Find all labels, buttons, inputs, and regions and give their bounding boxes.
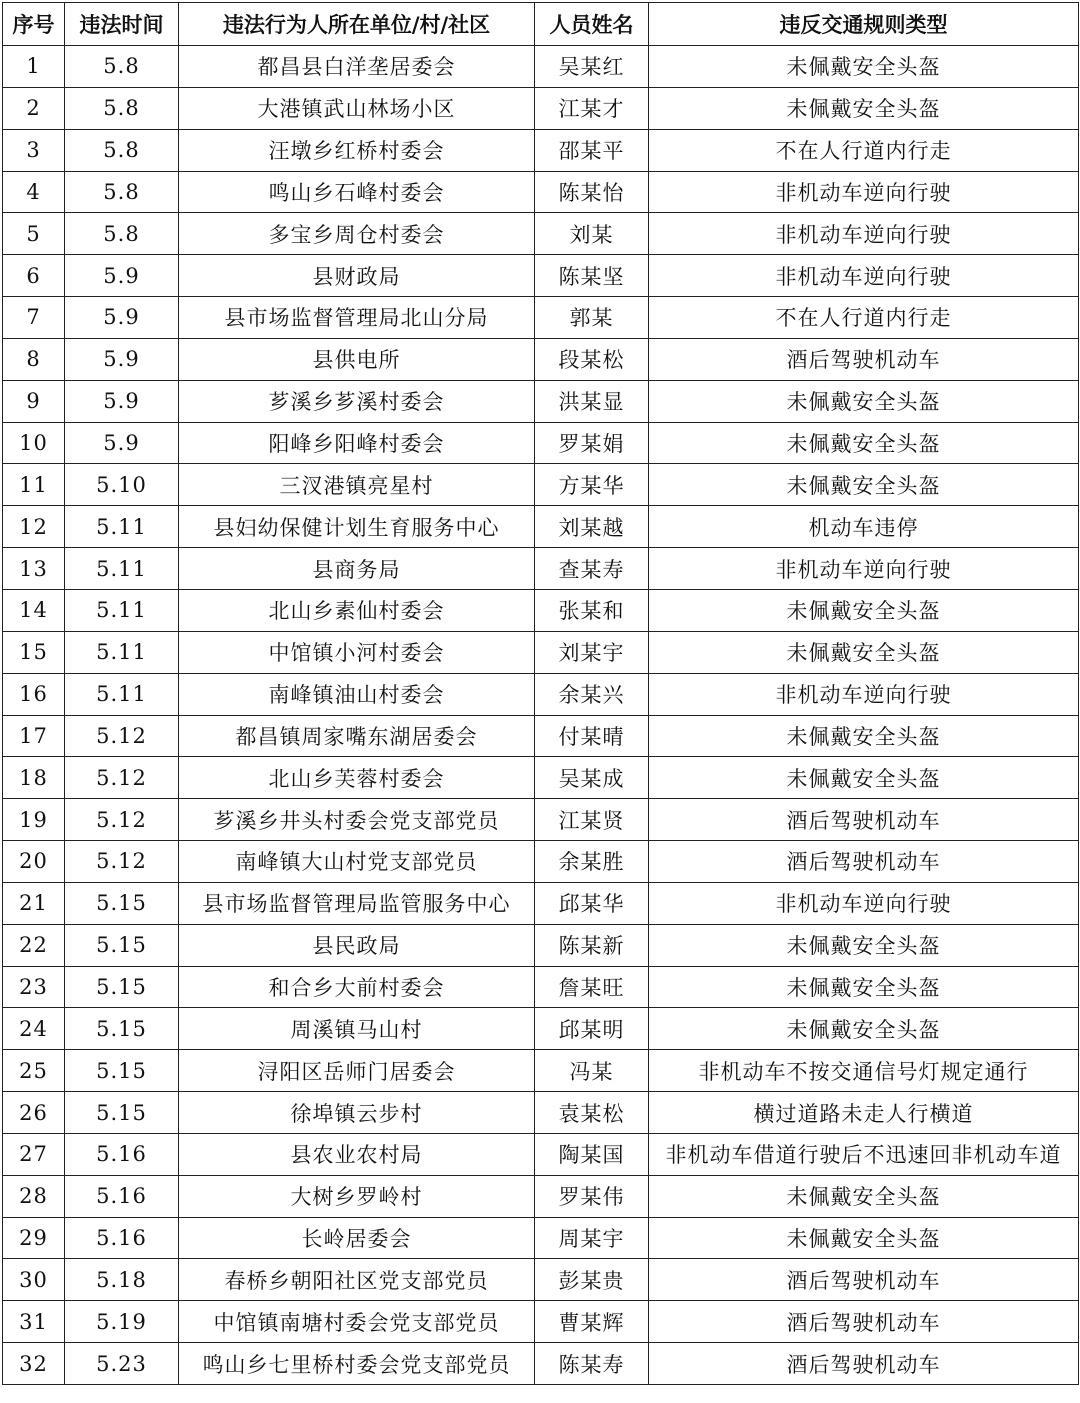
cell-person-name: 彭某贵 bbox=[535, 1259, 649, 1301]
cell-date: 5.11 bbox=[65, 589, 179, 631]
cell-unit: 浔阳区岳师门居委会 bbox=[179, 1050, 535, 1092]
cell-index: 4 bbox=[3, 171, 65, 213]
cell-date: 5.23 bbox=[65, 1343, 179, 1385]
cell-index: 32 bbox=[3, 1343, 65, 1385]
table-row bbox=[3, 1175, 1079, 1217]
cell-unit: 鸣山乡七里桥村委会党支部党员 bbox=[179, 1343, 535, 1385]
cell-index: 6 bbox=[3, 255, 65, 297]
table-row bbox=[3, 882, 1079, 924]
cell-violation-type: 酒后驾驶机动车 bbox=[649, 1259, 1079, 1301]
cell-date: 5.9 bbox=[65, 338, 179, 380]
cell-index: 9 bbox=[3, 380, 65, 422]
cell-index: 23 bbox=[3, 966, 65, 1008]
cell-violation-type: 未佩戴安全头盔 bbox=[649, 924, 1079, 966]
cell-unit: 县商务局 bbox=[179, 548, 535, 590]
cell-unit: 大港镇武山林场小区 bbox=[179, 87, 535, 129]
cell-person-name: 罗某伟 bbox=[535, 1175, 649, 1217]
cell-date: 5.15 bbox=[65, 882, 179, 924]
cell-unit: 长岭居委会 bbox=[179, 1217, 535, 1259]
cell-violation-type: 未佩戴安全头盔 bbox=[649, 966, 1079, 1008]
cell-violation-type: 未佩戴安全头盔 bbox=[649, 464, 1079, 506]
cell-person-name: 周某宇 bbox=[535, 1217, 649, 1259]
cell-person-name: 查某寿 bbox=[535, 548, 649, 590]
cell-person-name: 邱某华 bbox=[535, 882, 649, 924]
table-body bbox=[3, 46, 1079, 1385]
table-row bbox=[3, 1133, 1079, 1175]
cell-date: 5.12 bbox=[65, 757, 179, 799]
cell-date: 5.9 bbox=[65, 422, 179, 464]
table-row bbox=[3, 87, 1079, 129]
cell-violation-type: 未佩戴安全头盔 bbox=[649, 422, 1079, 464]
cell-index: 17 bbox=[3, 715, 65, 757]
cell-person-name: 江某才 bbox=[535, 87, 649, 129]
cell-violation-type: 非机动车逆向行驶 bbox=[649, 171, 1079, 213]
cell-person-name: 曹某辉 bbox=[535, 1301, 649, 1343]
cell-violation-type: 非机动车逆向行驶 bbox=[649, 255, 1079, 297]
table-row bbox=[3, 506, 1079, 548]
cell-index: 5 bbox=[3, 213, 65, 255]
cell-unit: 芗溪乡芗溪村委会 bbox=[179, 380, 535, 422]
cell-violation-type: 未佩戴安全头盔 bbox=[649, 87, 1079, 129]
cell-date: 5.12 bbox=[65, 715, 179, 757]
cell-person-name: 吴某红 bbox=[535, 46, 649, 88]
cell-person-name: 刘某宇 bbox=[535, 631, 649, 673]
cell-person-name: 余某胜 bbox=[535, 841, 649, 883]
cell-index: 1 bbox=[3, 46, 65, 88]
cell-date: 5.8 bbox=[65, 46, 179, 88]
cell-date: 5.18 bbox=[65, 1259, 179, 1301]
cell-person-name: 洪某显 bbox=[535, 380, 649, 422]
cell-violation-type: 未佩戴安全头盔 bbox=[649, 589, 1079, 631]
table-row bbox=[3, 1259, 1079, 1301]
table-row bbox=[3, 464, 1079, 506]
cell-unit: 北山乡素仙村委会 bbox=[179, 589, 535, 631]
cell-index: 10 bbox=[3, 422, 65, 464]
cell-person-name: 方某华 bbox=[535, 464, 649, 506]
cell-date: 5.10 bbox=[65, 464, 179, 506]
cell-unit: 阳峰乡阳峰村委会 bbox=[179, 422, 535, 464]
cell-unit: 县市场监督管理局监管服务中心 bbox=[179, 882, 535, 924]
cell-index: 16 bbox=[3, 673, 65, 715]
cell-index: 14 bbox=[3, 589, 65, 631]
cell-unit: 县财政局 bbox=[179, 255, 535, 297]
table-row bbox=[3, 297, 1079, 339]
cell-date: 5.15 bbox=[65, 966, 179, 1008]
cell-date: 5.19 bbox=[65, 1301, 179, 1343]
cell-person-name: 付某晴 bbox=[535, 715, 649, 757]
cell-index: 20 bbox=[3, 841, 65, 883]
cell-index: 13 bbox=[3, 548, 65, 590]
cell-violation-type: 未佩戴安全头盔 bbox=[649, 1217, 1079, 1259]
cell-person-name: 刘某 bbox=[535, 213, 649, 255]
cell-date: 5.15 bbox=[65, 924, 179, 966]
cell-person-name: 刘某越 bbox=[535, 506, 649, 548]
table-row bbox=[3, 171, 1079, 213]
cell-person-name: 陶某国 bbox=[535, 1133, 649, 1175]
cell-unit: 春桥乡朝阳社区党支部党员 bbox=[179, 1259, 535, 1301]
table-row bbox=[3, 799, 1079, 841]
cell-violation-type: 非机动车不按交通信号灯规定通行 bbox=[649, 1050, 1079, 1092]
cell-unit: 县市场监督管理局北山分局 bbox=[179, 297, 535, 339]
cell-index: 8 bbox=[3, 338, 65, 380]
cell-index: 18 bbox=[3, 757, 65, 799]
cell-index: 22 bbox=[3, 924, 65, 966]
cell-person-name: 陈某寿 bbox=[535, 1343, 649, 1385]
cell-person-name: 陈某怡 bbox=[535, 171, 649, 213]
cell-date: 5.12 bbox=[65, 799, 179, 841]
table-row bbox=[3, 715, 1079, 757]
cell-unit: 周溪镇马山村 bbox=[179, 1008, 535, 1050]
table-row bbox=[3, 757, 1079, 799]
cell-person-name: 袁某松 bbox=[535, 1092, 649, 1134]
table-row bbox=[3, 589, 1079, 631]
cell-index: 31 bbox=[3, 1301, 65, 1343]
cell-index: 21 bbox=[3, 882, 65, 924]
cell-person-name: 冯某 bbox=[535, 1050, 649, 1092]
cell-violation-type: 非机动车逆向行驶 bbox=[649, 548, 1079, 590]
cell-violation-type: 未佩戴安全头盔 bbox=[649, 631, 1079, 673]
cell-date: 5.11 bbox=[65, 548, 179, 590]
cell-violation-type: 非机动车逆向行驶 bbox=[649, 213, 1079, 255]
cell-unit: 北山乡芙蓉村委会 bbox=[179, 757, 535, 799]
cell-violation-type: 未佩戴安全头盔 bbox=[649, 380, 1079, 422]
cell-index: 2 bbox=[3, 87, 65, 129]
cell-unit: 县农业农村局 bbox=[179, 1133, 535, 1175]
cell-date: 5.11 bbox=[65, 631, 179, 673]
table-header-row bbox=[3, 3, 1079, 46]
cell-violation-type: 未佩戴安全头盔 bbox=[649, 757, 1079, 799]
cell-person-name: 罗某娟 bbox=[535, 422, 649, 464]
cell-violation-type: 机动车违停 bbox=[649, 506, 1079, 548]
cell-index: 28 bbox=[3, 1175, 65, 1217]
cell-index: 25 bbox=[3, 1050, 65, 1092]
cell-unit: 南峰镇大山村党支部党员 bbox=[179, 841, 535, 883]
table-row bbox=[3, 1217, 1079, 1259]
cell-person-name: 陈某坚 bbox=[535, 255, 649, 297]
table-row bbox=[3, 129, 1079, 171]
cell-unit: 县供电所 bbox=[179, 338, 535, 380]
cell-person-name: 郭某 bbox=[535, 297, 649, 339]
cell-index: 30 bbox=[3, 1259, 65, 1301]
table-row bbox=[3, 213, 1079, 255]
header-unit: 违法行为人所在单位/村/社区 bbox=[179, 3, 535, 46]
cell-date: 5.11 bbox=[65, 506, 179, 548]
cell-index: 26 bbox=[3, 1092, 65, 1134]
table-row bbox=[3, 380, 1079, 422]
cell-index: 3 bbox=[3, 129, 65, 171]
header-date: 违法时间 bbox=[65, 3, 179, 46]
cell-unit: 县妇幼保健计划生育服务中心 bbox=[179, 506, 535, 548]
header-index: 序号 bbox=[3, 3, 65, 46]
cell-unit: 中馆镇小河村委会 bbox=[179, 631, 535, 673]
cell-violation-type: 非机动车借道行驶后不迅速回非机动车道 bbox=[649, 1133, 1079, 1175]
cell-date: 5.9 bbox=[65, 297, 179, 339]
table-row bbox=[3, 548, 1079, 590]
table-row bbox=[3, 1008, 1079, 1050]
cell-unit: 汪墩乡红桥村委会 bbox=[179, 129, 535, 171]
header-violation-type: 违反交通规则类型 bbox=[649, 3, 1079, 46]
cell-unit: 三汊港镇亮星村 bbox=[179, 464, 535, 506]
cell-index: 19 bbox=[3, 799, 65, 841]
table-row bbox=[3, 673, 1079, 715]
cell-violation-type: 不在人行道内行走 bbox=[649, 297, 1079, 339]
cell-date: 5.16 bbox=[65, 1175, 179, 1217]
table-row bbox=[3, 1343, 1079, 1385]
cell-index: 24 bbox=[3, 1008, 65, 1050]
cell-violation-type: 不在人行道内行走 bbox=[649, 129, 1079, 171]
cell-date: 5.8 bbox=[65, 87, 179, 129]
cell-violation-type: 未佩戴安全头盔 bbox=[649, 1175, 1079, 1217]
cell-unit: 南峰镇油山村委会 bbox=[179, 673, 535, 715]
header-name: 人员姓名 bbox=[535, 3, 649, 46]
cell-violation-type: 酒后驾驶机动车 bbox=[649, 1301, 1079, 1343]
cell-person-name: 詹某旺 bbox=[535, 966, 649, 1008]
cell-date: 5.9 bbox=[65, 255, 179, 297]
cell-unit: 芗溪乡井头村委会党支部党员 bbox=[179, 799, 535, 841]
cell-person-name: 吴某成 bbox=[535, 757, 649, 799]
cell-violation-type: 酒后驾驶机动车 bbox=[649, 338, 1079, 380]
cell-unit: 多宝乡周仓村委会 bbox=[179, 213, 535, 255]
table-row bbox=[3, 924, 1079, 966]
cell-date: 5.16 bbox=[65, 1133, 179, 1175]
table-row bbox=[3, 1301, 1079, 1343]
table-row bbox=[3, 338, 1079, 380]
cell-person-name: 陈某新 bbox=[535, 924, 649, 966]
cell-person-name: 邵某平 bbox=[535, 129, 649, 171]
cell-index: 15 bbox=[3, 631, 65, 673]
cell-unit: 都昌县白洋垄居委会 bbox=[179, 46, 535, 88]
cell-violation-type: 未佩戴安全头盔 bbox=[649, 46, 1079, 88]
table-row bbox=[3, 631, 1079, 673]
table-row bbox=[3, 841, 1079, 883]
cell-violation-type: 横过道路未走人行横道 bbox=[649, 1092, 1079, 1134]
table-row bbox=[3, 46, 1079, 88]
cell-date: 5.12 bbox=[65, 841, 179, 883]
cell-violation-type: 非机动车逆向行驶 bbox=[649, 673, 1079, 715]
cell-date: 5.8 bbox=[65, 213, 179, 255]
cell-date: 5.15 bbox=[65, 1008, 179, 1050]
table-row bbox=[3, 1050, 1079, 1092]
cell-unit: 和合乡大前村委会 bbox=[179, 966, 535, 1008]
cell-unit: 大树乡罗岭村 bbox=[179, 1175, 535, 1217]
violations-table bbox=[2, 2, 1079, 1385]
cell-date: 5.15 bbox=[65, 1050, 179, 1092]
cell-violation-type: 酒后驾驶机动车 bbox=[649, 1343, 1079, 1385]
cell-unit: 都昌镇周家嘴东湖居委会 bbox=[179, 715, 535, 757]
cell-index: 12 bbox=[3, 506, 65, 548]
cell-date: 5.8 bbox=[65, 129, 179, 171]
cell-index: 29 bbox=[3, 1217, 65, 1259]
cell-index: 7 bbox=[3, 297, 65, 339]
cell-violation-type: 酒后驾驶机动车 bbox=[649, 799, 1079, 841]
table-row bbox=[3, 966, 1079, 1008]
cell-date: 5.15 bbox=[65, 1092, 179, 1134]
cell-violation-type: 非机动车逆向行驶 bbox=[649, 882, 1079, 924]
cell-person-name: 段某松 bbox=[535, 338, 649, 380]
cell-index: 27 bbox=[3, 1133, 65, 1175]
cell-unit: 徐埠镇云步村 bbox=[179, 1092, 535, 1134]
cell-violation-type: 未佩戴安全头盔 bbox=[649, 715, 1079, 757]
cell-date: 5.8 bbox=[65, 171, 179, 213]
table-row bbox=[3, 255, 1079, 297]
cell-violation-type: 未佩戴安全头盔 bbox=[649, 1008, 1079, 1050]
cell-violation-type: 酒后驾驶机动车 bbox=[649, 841, 1079, 883]
cell-unit: 鸣山乡石峰村委会 bbox=[179, 171, 535, 213]
cell-unit: 中馆镇南塘村委会党支部党员 bbox=[179, 1301, 535, 1343]
table-row bbox=[3, 1092, 1079, 1134]
cell-index: 11 bbox=[3, 464, 65, 506]
cell-person-name: 余某兴 bbox=[535, 673, 649, 715]
cell-date: 5.11 bbox=[65, 673, 179, 715]
cell-date: 5.16 bbox=[65, 1217, 179, 1259]
cell-person-name: 江某贤 bbox=[535, 799, 649, 841]
cell-person-name: 邱某明 bbox=[535, 1008, 649, 1050]
cell-person-name: 张某和 bbox=[535, 589, 649, 631]
cell-date: 5.9 bbox=[65, 380, 179, 422]
table-row bbox=[3, 422, 1079, 464]
cell-unit: 县民政局 bbox=[179, 924, 535, 966]
